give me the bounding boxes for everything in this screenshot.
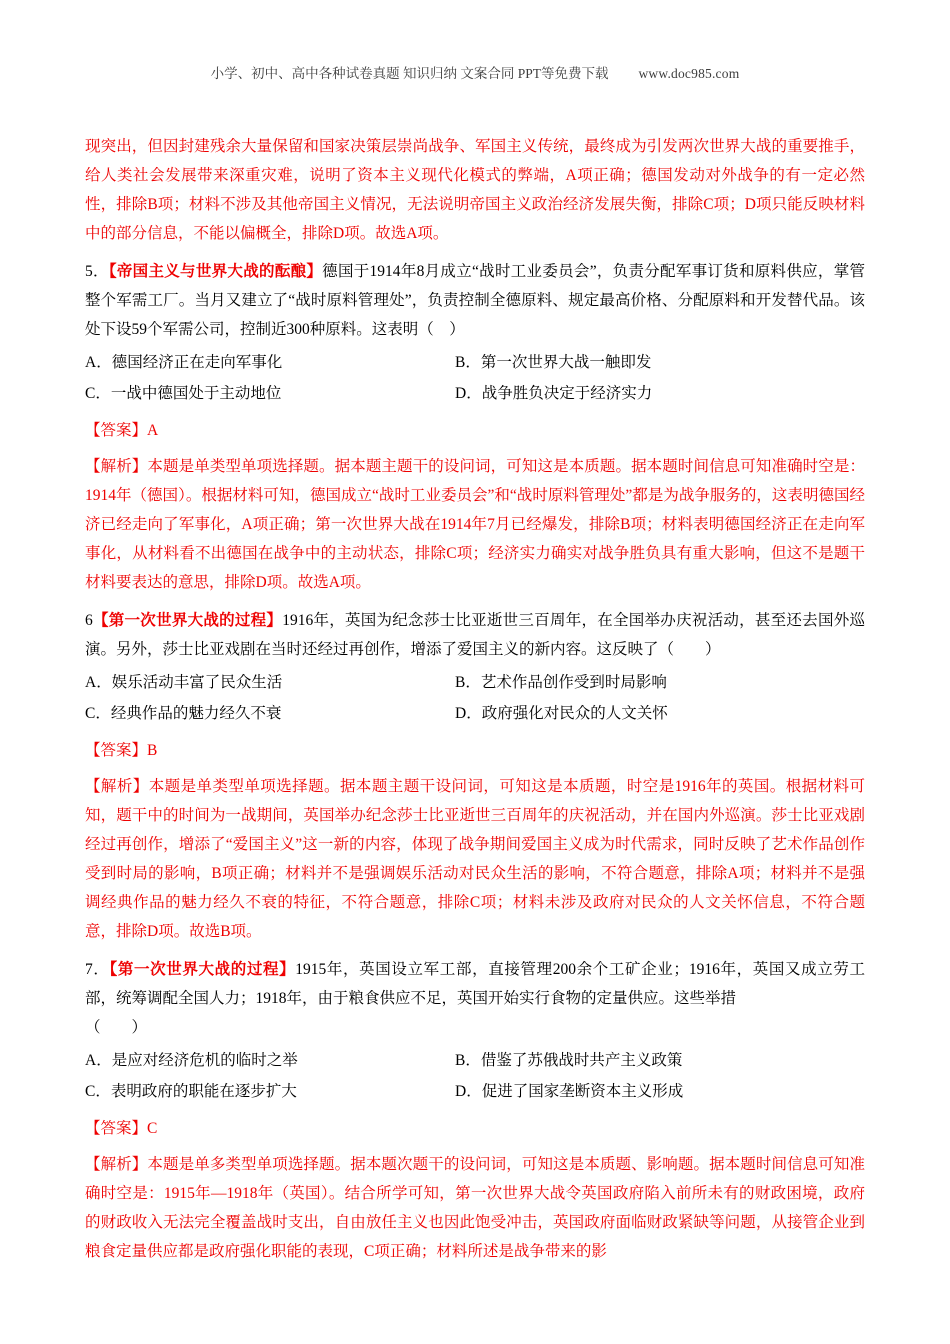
question-6-number: 6: [85, 612, 93, 629]
analysis-q4-continued: 现突出，但因封建残余大量保留和国家决策层崇尚战争、军国主义传统，最终成为引发两次世界大战的重要推手，给人类社会发展带来深重灾难，说明了资本主义现代化模式的弊端，A项正确；德国发动对外战争的有一定必然性，排除B项；材料不涉及其他帝国主义情况，无法说明帝国主义政治经济发展失衡，排除C项；D项只能反映材料中的部分信息，不能以偏概全，排除D项。故选A项。: [85, 138, 865, 242]
option-row: [85, 378, 865, 409]
option-5c: C．一战中德国处于主动地位: [85, 385, 282, 402]
question-7: [85, 955, 865, 1013]
analysis-5: 【解析】本题是单类型单项选择题。据本题主题干的设问词，可知这是本质题。据本题时间信息可知准确时空是：1914年（德国）。根据材料可知，德国成立“战时工业委员会”和“战时原料管理处”都是为战争服务的，这表明德国经济已经走向了军事化，A项正确；第一次世界大战在1914年7月已经爆发，排除B项；材料表明德国经济正在走向军事化，从材料看不出德国在战争中的主动状态，排除C项；经济实力确实对战争胜负具有重大影响，但这不是题干材料要表达的意思，排除D项。故选A项。: [85, 458, 865, 591]
option-5d: D．战争胜负决定于经济实力: [455, 385, 653, 402]
question-7-options: [85, 1045, 865, 1107]
page-header: [85, 62, 865, 82]
option-6c: C．经典作品的魅力经久不衰: [85, 705, 282, 722]
analysis-6: 【解析】本题是单类型单项选择题。据本题主题干设问词，可知这是本质题，时空是1916年的英国。根据材料可知，题干中的时间为一战期间，英国举办纪念莎士比亚逝世三百周年的庆祝活动，并在国内外巡演。莎士比亚戏剧经过再创作，增添了“爱国主义”这一新的内容，体现了战争期间爱国主义成为时代需求，同时反映了艺术作品创作受到时局的影响，B项正确；材料并不是强调娱乐活动对民众生活的影响，不符合题意，排除A项；材料并不是强调经典作品的魅力经久不衰的特征，不符合题意，排除C项；材料未涉及政府对民众的人文关怀信息，不符合题意，排除D项。故选B项。: [85, 778, 865, 940]
question-6-tag: 【第一次世界大战的过程】: [92, 612, 283, 629]
option-6b: B．艺术作品创作受到时局影响: [455, 674, 667, 691]
question-6-options: [85, 667, 865, 729]
question-7-number: 7．: [85, 961, 110, 978]
analysis-7-truncated: 【解析】本题是单多类型单项选择题。据本题次题干的设问词，可知这是本质题、影响题。据本题时间信息可知准确时空是：1915年—1918年（英国）。结合所学可知，第一次世界大战令英国政府陷入前所未有的财政困境，政府的财政收入无法完全覆盖战时支出，自由放任主义也因此饱受冲击，英国政府面临财政紧缺等问题，从接管企业到粮食定量供应都是政府强化职能的表现，C项正确；材料所述是战争带来的影: [85, 1156, 865, 1260]
question-5-stem: 德国于1914年8月成立“战时工业委员会”，负责分配军事订货和原料供应，掌管整个军需工厂。当月又建立了“战时原料管理处”，负责控制全德原料、规定最高价格、分配原料和开发替代品。该处下设59个军需公司，控制近300种原料。这表明（ ）: [85, 263, 865, 338]
answer-6: 【答案】B: [85, 742, 158, 759]
question-5-options: [85, 347, 865, 409]
header-site-url[interactable]: www.doc985.com: [638, 66, 740, 81]
option-5b: B．第一次世界大战一触即发: [455, 354, 652, 371]
option-5a: A．德国经济正在走向军事化: [85, 354, 283, 371]
option-row: [85, 1076, 865, 1107]
option-7b: B．借鉴了苏俄战时共产主义政策: [455, 1052, 683, 1069]
option-6a: A．娱乐活动丰富了民众生活: [85, 674, 283, 691]
document-content: [85, 132, 865, 1266]
option-row: [85, 1045, 865, 1076]
option-7c: C．表明政府的职能在逐步扩大: [85, 1083, 297, 1100]
question-5-tag: 【帝国主义与世界大战的酝酿】: [108, 263, 323, 280]
option-6d: D．政府强化对民众的人文关怀: [455, 705, 668, 722]
question-7-tag: 【第一次世界大战的过程】: [109, 961, 296, 978]
question-7-stem: 1915年，英国设立军工部，直接管理200余个工矿企业；1916年，英国又成立劳工部，统筹调配全国人力；1918年，由于粮食供应不足，英国开始实行食物的定量供应。这些举措: [85, 961, 865, 1007]
option-row: [85, 347, 865, 378]
question-5: [85, 257, 865, 344]
header-site-description: 小学、初中、高中各种试卷真题 知识归纳 文案合同 PPT等免费下载: [210, 66, 609, 81]
question-6-stem: 1916年，英国为纪念莎士比亚逝世三百周年，在全国举办庆祝活动，甚至还去国外巡演。另外，莎士比亚戏剧在当时还经过再创作，增添了爱国主义的新内容。这反映了（ ）: [85, 612, 865, 658]
option-row: [85, 698, 865, 729]
option-7d: D．促进了国家垄断资本主义形成: [455, 1083, 684, 1100]
option-row: [85, 667, 865, 698]
answer-5: 【答案】A: [85, 422, 159, 439]
answer-7: 【答案】C: [85, 1120, 158, 1137]
question-6: [85, 606, 865, 664]
question-7-stem-suffix: （ ）: [85, 1019, 148, 1036]
option-7a: A．是应对经济危机的临时之举: [85, 1052, 298, 1069]
question-5-number: 5．: [85, 263, 109, 280]
